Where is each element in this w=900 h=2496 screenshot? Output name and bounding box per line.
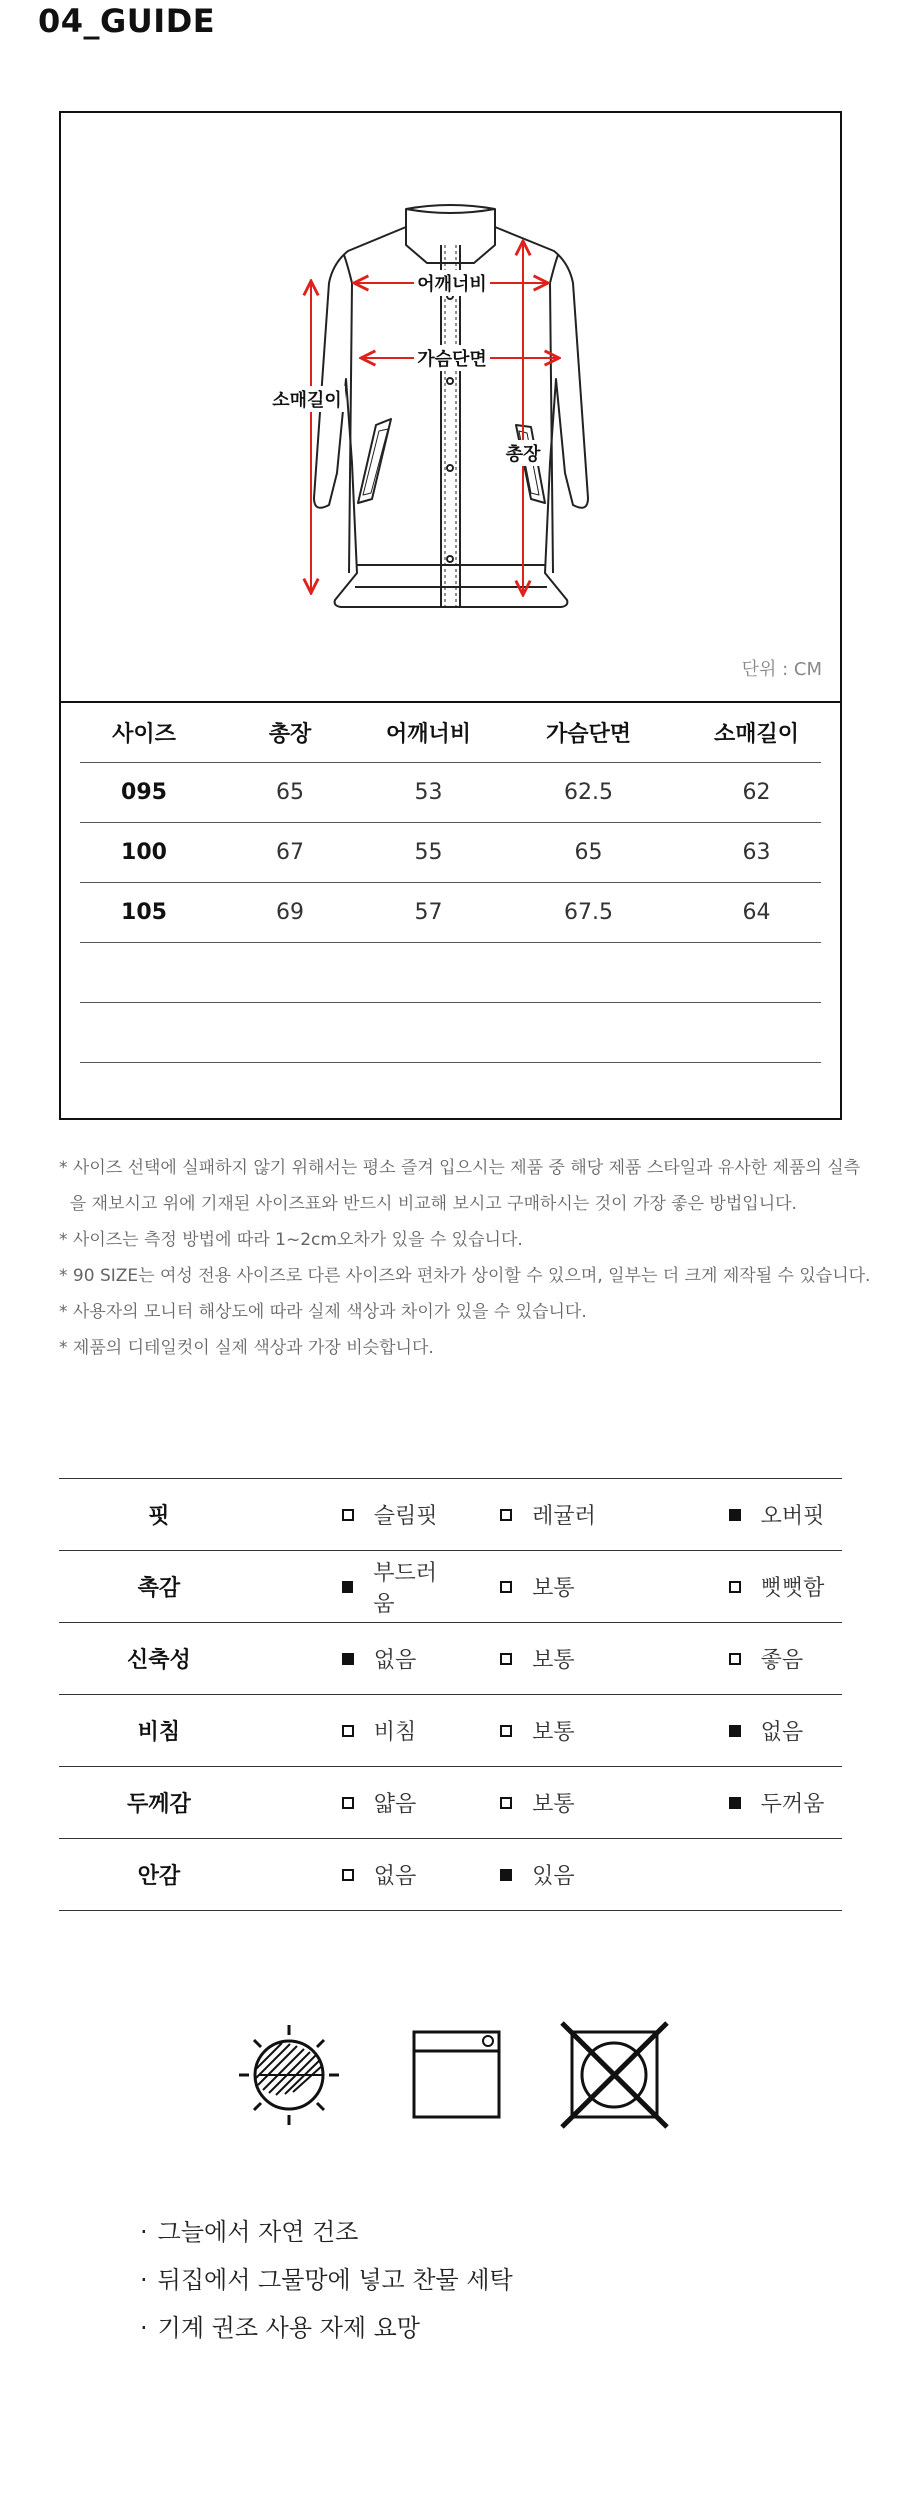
- bullet: ·: [140, 2218, 148, 2246]
- table-cell: 62.5: [485, 763, 692, 823]
- attr-label: 비침: [59, 1695, 259, 1767]
- attr-row-stretch: [59, 1623, 842, 1695]
- empty-cell: [80, 1063, 821, 1123]
- option-label: 오버핏: [760, 1504, 825, 1529]
- table-cell: 65: [485, 823, 692, 883]
- option-label: 보통: [532, 1576, 575, 1601]
- option-label: 두꺼움: [760, 1792, 825, 1817]
- option-label: 있음: [532, 1864, 575, 1889]
- attr-label: 신축성: [59, 1623, 259, 1695]
- table-row: [80, 823, 821, 883]
- checked-box-icon: [729, 1797, 741, 1809]
- care-item: [140, 2304, 513, 2352]
- note-item: * 사용자의 모니터 해상도에 따라 실제 색상과 차이가 있을 수 있습니다.: [59, 1302, 587, 1322]
- option-label: 레귤러: [532, 1504, 596, 1529]
- unchecked-box-icon: [729, 1581, 741, 1593]
- table-cell: 65: [208, 763, 372, 823]
- unchecked-box-icon: [500, 1653, 512, 1665]
- table-row: [80, 943, 821, 1003]
- checked-box-icon: [342, 1653, 354, 1665]
- bullet: ·: [140, 2266, 148, 2294]
- option-label: 비침: [373, 1720, 417, 1745]
- checked-box-icon: [729, 1725, 741, 1737]
- empty-cell: [80, 943, 821, 1003]
- table-row: [80, 1063, 821, 1123]
- attr-label: 촉감: [59, 1551, 259, 1623]
- header-sleeve: 소매길이: [692, 703, 821, 763]
- option-label: 보통: [532, 1720, 575, 1745]
- care-instructions: [140, 2208, 513, 2352]
- option-label: 없음: [373, 1648, 417, 1673]
- care-text: 기계 권조 사용 자제 요망: [157, 2314, 420, 2342]
- note-item: 을 재보시고 위에 기재된 사이즈표와 반드시 비교해 보시고 구매하시는 것이 가장 좋은 방법입니다.: [59, 1194, 797, 1214]
- table-cell: 095: [80, 763, 208, 823]
- header-size: 사이즈: [80, 703, 208, 763]
- note-item: * 90 SIZE는 여성 전용 사이즈로 다른 사이즈와 편차가 상이할 수 있으며, 일부는 더 크게 제작될 수 있습니다.: [59, 1266, 871, 1286]
- page-title: 04_GUIDE: [38, 2, 216, 40]
- unchecked-box-icon: [500, 1581, 512, 1593]
- checked-box-icon: [729, 1509, 741, 1521]
- table-cell: 67.5: [485, 883, 692, 943]
- unchecked-box-icon: [500, 1797, 512, 1809]
- label-shoulder: 어깨너비: [417, 274, 487, 295]
- table-row: [80, 763, 821, 823]
- attr-row-sheer: [59, 1695, 842, 1767]
- table-cell: 62: [692, 763, 821, 823]
- note-item: * 제품의 디테일컷이 실제 색상과 가장 비슷합니다.: [59, 1338, 434, 1358]
- header-length: 총장: [208, 703, 372, 763]
- care-item: [140, 2256, 513, 2304]
- option-label: 뻣뻣함: [760, 1576, 825, 1601]
- table-cell: 53: [372, 763, 485, 823]
- attr-row-fit: [59, 1479, 842, 1551]
- table-cell: 100: [80, 823, 208, 883]
- attr-label: 안감: [59, 1839, 259, 1911]
- size-table: [80, 703, 821, 1122]
- size-notes: [59, 1150, 879, 1366]
- table-cell: 57: [372, 883, 485, 943]
- table-cell: 69: [208, 883, 372, 943]
- unchecked-box-icon: [342, 1509, 354, 1521]
- care-icons: [230, 2015, 670, 2139]
- table-cell: 67: [208, 823, 372, 883]
- label-length: 총장: [505, 444, 541, 465]
- option-label: 없음: [760, 1720, 804, 1745]
- size-chart: [59, 111, 842, 1120]
- attr-label: 두께감: [59, 1767, 259, 1839]
- unchecked-box-icon: [342, 1869, 354, 1881]
- table-row: [80, 883, 821, 943]
- header-shoulder: 어깨너비: [372, 703, 485, 763]
- checked-box-icon: [342, 1581, 354, 1593]
- unit-label: 단위 : CM: [741, 659, 822, 680]
- label-sleeve: 소매길이: [272, 390, 342, 411]
- label-chest: 가슴단면: [417, 349, 487, 370]
- unchecked-box-icon: [500, 1509, 512, 1521]
- unchecked-box-icon: [342, 1725, 354, 1737]
- empty-cell: [80, 1003, 821, 1063]
- unchecked-box-icon: [500, 1725, 512, 1737]
- tumble-dry-icon: [414, 2032, 499, 2117]
- table-cell: 105: [80, 883, 208, 943]
- unchecked-box-icon: [342, 1797, 354, 1809]
- checked-box-icon: [500, 1869, 512, 1881]
- care-item: [140, 2208, 513, 2256]
- header-chest: 가슴단면: [485, 703, 692, 763]
- option-label: 보통: [532, 1792, 575, 1817]
- option-label: 얇음: [373, 1792, 417, 1817]
- note-item: * 사이즈 선택에 실패하지 않기 위해서는 평소 즐겨 입으시는 제품 중 해당 제품 스타일과 유사한 제품의 실측: [59, 1158, 861, 1178]
- table-cell: 64: [692, 883, 821, 943]
- attr-row-lining: [59, 1839, 842, 1911]
- attr-row-thickness: [59, 1767, 842, 1839]
- table-cell: 55: [372, 823, 485, 883]
- do-not-tumble-dry-icon: [562, 2023, 667, 2127]
- attr-label: 핏: [59, 1479, 259, 1551]
- care-text: 뒤집에서 그물망에 넣고 찬물 세탁: [157, 2266, 513, 2294]
- option-label: 부드러움: [373, 1560, 438, 1617]
- fabric-attributes-table: [59, 1478, 842, 1911]
- table-cell: 63: [692, 823, 821, 883]
- note-item: * 사이즈는 측정 방법에 따라 1~2cm오차가 있을 수 있습니다.: [59, 1230, 523, 1250]
- table-row: [80, 1003, 821, 1063]
- bullet: ·: [140, 2314, 148, 2342]
- unchecked-box-icon: [729, 1653, 741, 1665]
- option-label: 좋음: [760, 1648, 804, 1673]
- attr-row-touch: [59, 1551, 842, 1623]
- option-label: 슬림핏: [373, 1504, 438, 1529]
- shade-dry-icon: [239, 2025, 339, 2125]
- option-label: 없음: [373, 1864, 417, 1889]
- care-text: 그늘에서 자연 건조: [157, 2218, 359, 2246]
- jacket-drawing: [61, 113, 840, 699]
- jacket-illustration: [61, 113, 840, 703]
- size-table-header: [80, 703, 821, 763]
- option-label: 보통: [532, 1648, 575, 1673]
